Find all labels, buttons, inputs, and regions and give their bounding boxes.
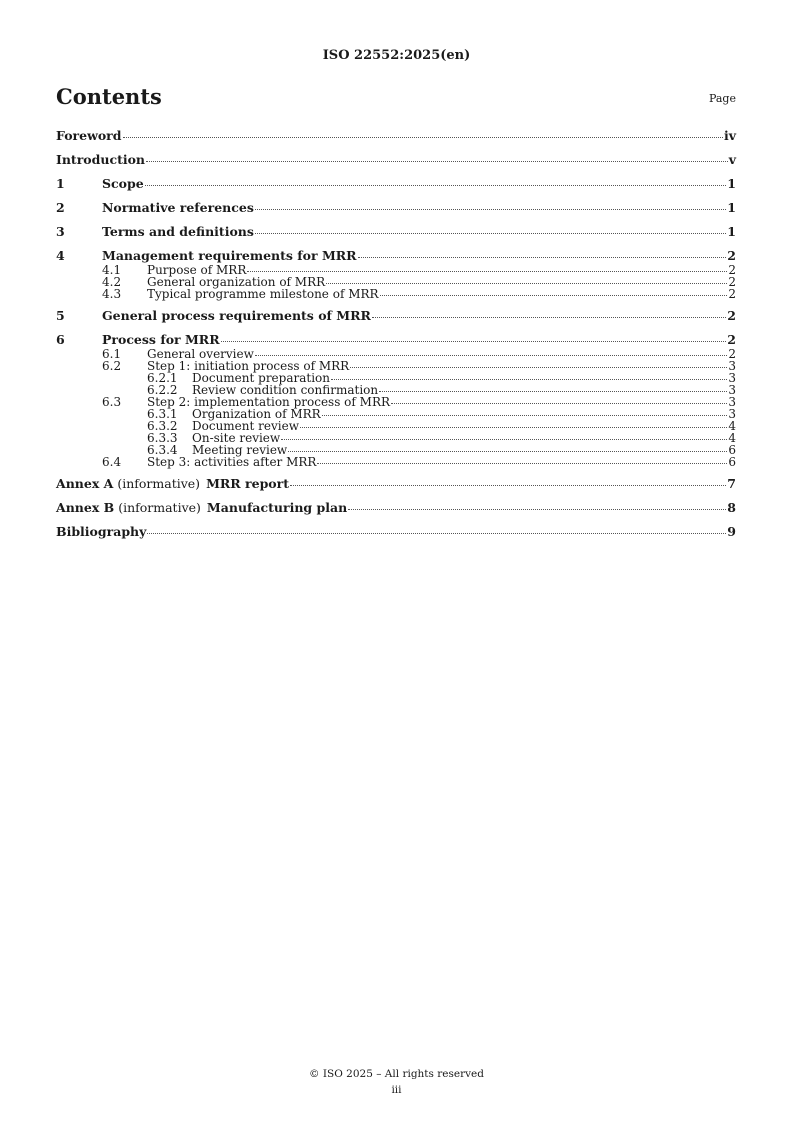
toc-entry-general-process-requirements[interactable] [56, 308, 736, 324]
dot-leader [326, 283, 727, 284]
toc-entry-foreword[interactable] [56, 128, 736, 144]
toc-label: Typical programme milestone of MRR [147, 287, 379, 301]
toc-page: 2 [728, 275, 736, 289]
copyright-notice: © ISO 2025 – All rights reserved [309, 1068, 484, 1080]
toc-page: 2 [728, 263, 736, 277]
toc-label: General overview [147, 347, 254, 361]
toc-page: 2 [728, 347, 736, 361]
toc-page: 1 [727, 200, 736, 215]
table-of-contents [56, 128, 736, 540]
dot-leader [350, 367, 727, 368]
toc-label: Step 1: initiation process of MRR [147, 359, 350, 373]
toc-page: 7 [727, 476, 736, 491]
toc-label: Normative references [102, 200, 254, 215]
dot-leader [255, 233, 726, 234]
toc-label: Review condition confirmation [192, 383, 379, 397]
dot-leader [379, 391, 727, 392]
toc-page: iv [723, 128, 736, 143]
toc-number: 2 [56, 200, 65, 215]
toc-entry-programme-milestone[interactable] [56, 288, 736, 300]
dot-leader [221, 341, 727, 342]
toc-label: Step 2: implementation process of MRR [147, 395, 391, 409]
toc-page: 6 [728, 455, 736, 469]
toc-entry-annex-b[interactable] [56, 500, 736, 516]
toc-label: Meeting review [192, 443, 288, 457]
toc-page: 2 [727, 248, 736, 263]
toc-page: 4 [728, 431, 736, 445]
toc-page: 3 [728, 407, 736, 421]
dot-leader [380, 295, 728, 296]
toc-page: 3 [728, 359, 736, 373]
annex-prefix: Annex A [56, 476, 114, 491]
dot-leader [322, 415, 728, 416]
dot-leader [358, 257, 727, 258]
dot-leader [331, 379, 727, 380]
annex-note: (informative) [117, 476, 201, 491]
toc-number: 6.3.1 [147, 407, 178, 421]
toc-label: Process for MRR [102, 332, 220, 347]
dot-leader [255, 355, 727, 356]
toc-page: 3 [728, 383, 736, 397]
toc-label: Document preparation [192, 371, 330, 385]
contents-title-row [56, 84, 736, 114]
toc-label: Purpose of MRR [147, 263, 247, 277]
dot-leader [372, 317, 726, 318]
toc-page: 2 [728, 287, 736, 301]
toc-number: 1 [56, 176, 65, 191]
toc-number: 6.3 [102, 395, 122, 409]
toc-number: 6.2 [102, 359, 122, 373]
dot-leader [147, 533, 726, 534]
toc-label: Terms and definitions [102, 224, 254, 239]
document-header: ISO 22552:2025(en) [322, 48, 471, 63]
toc-number: 6.3.3 [147, 431, 178, 445]
toc-label: General organization of MRR [147, 275, 326, 289]
toc-page: 4 [728, 419, 736, 433]
page-column-label: Page [708, 92, 736, 105]
toc-number: 4.1 [102, 263, 122, 277]
toc-number: 6.2.2 [147, 383, 178, 397]
toc-label: Document review [192, 419, 299, 433]
toc-number: 6.3.4 [147, 443, 178, 457]
toc-page: 2 [727, 332, 736, 347]
toc-number: 6 [56, 332, 65, 347]
toc-label: MRR report [206, 476, 290, 491]
toc-page: 6 [728, 443, 736, 457]
dot-leader [255, 209, 726, 210]
toc-number: 6.2.1 [147, 371, 178, 385]
toc-label: Step 3: activities after MRR [147, 455, 317, 469]
toc-entry-bibliography[interactable] [56, 524, 736, 540]
toc-number: 5 [56, 308, 65, 323]
toc-label: On-site review [192, 431, 281, 445]
toc-number: 6.3.2 [147, 419, 178, 433]
toc-page: 3 [728, 395, 736, 409]
dot-leader [300, 427, 727, 428]
toc-entry-management-requirements[interactable] [56, 248, 736, 264]
toc-page: 9 [727, 524, 736, 539]
dot-leader [317, 463, 727, 464]
toc-page: 1 [727, 224, 736, 239]
toc-entry-terms-and-definitions[interactable] [56, 224, 736, 240]
dot-leader [145, 185, 727, 186]
toc-number: 6.1 [102, 347, 122, 361]
toc-label: Foreword [56, 128, 122, 143]
toc-label: Scope [102, 176, 144, 191]
toc-page: 2 [727, 308, 736, 323]
dot-leader [123, 137, 723, 138]
toc-label: General process requirements of MRR [102, 308, 371, 323]
toc-label: Bibliography [56, 524, 147, 539]
toc-entry-introduction[interactable] [56, 152, 736, 168]
annex-prefix: Annex B [56, 500, 115, 515]
dot-leader [281, 439, 727, 440]
toc-entry-scope[interactable] [56, 176, 736, 192]
toc-label: Organization of MRR [192, 407, 321, 421]
toc-entry-annex-a[interactable] [56, 476, 736, 492]
annex-note: (informative) [118, 500, 201, 515]
dot-leader [348, 509, 726, 510]
toc-page: v [728, 152, 736, 167]
dot-leader [247, 271, 727, 272]
toc-label: Manufacturing plan [206, 500, 348, 515]
toc-entry-step-3[interactable] [56, 456, 736, 468]
toc-number: 4 [56, 248, 65, 263]
dot-leader [288, 451, 727, 452]
contents-title: Contents [56, 84, 162, 109]
toc-number: 3 [56, 224, 65, 239]
toc-page: 1 [727, 176, 736, 191]
toc-label: Introduction [56, 152, 146, 167]
toc-number: 4.3 [102, 287, 122, 301]
dot-leader [146, 161, 728, 162]
toc-entry-process-for-mrr[interactable] [56, 332, 736, 348]
toc-number: 4.2 [102, 275, 122, 289]
toc-page: 8 [727, 500, 736, 515]
toc-label: Management requirements for MRR [102, 248, 357, 263]
page-footer [0, 1066, 793, 1098]
dot-leader [290, 485, 726, 486]
toc-page: 3 [728, 371, 736, 385]
toc-entry-normative-references[interactable] [56, 200, 736, 216]
toc-number: 6.4 [102, 455, 122, 469]
dot-leader [391, 403, 727, 404]
page-number: iii [391, 1084, 402, 1096]
